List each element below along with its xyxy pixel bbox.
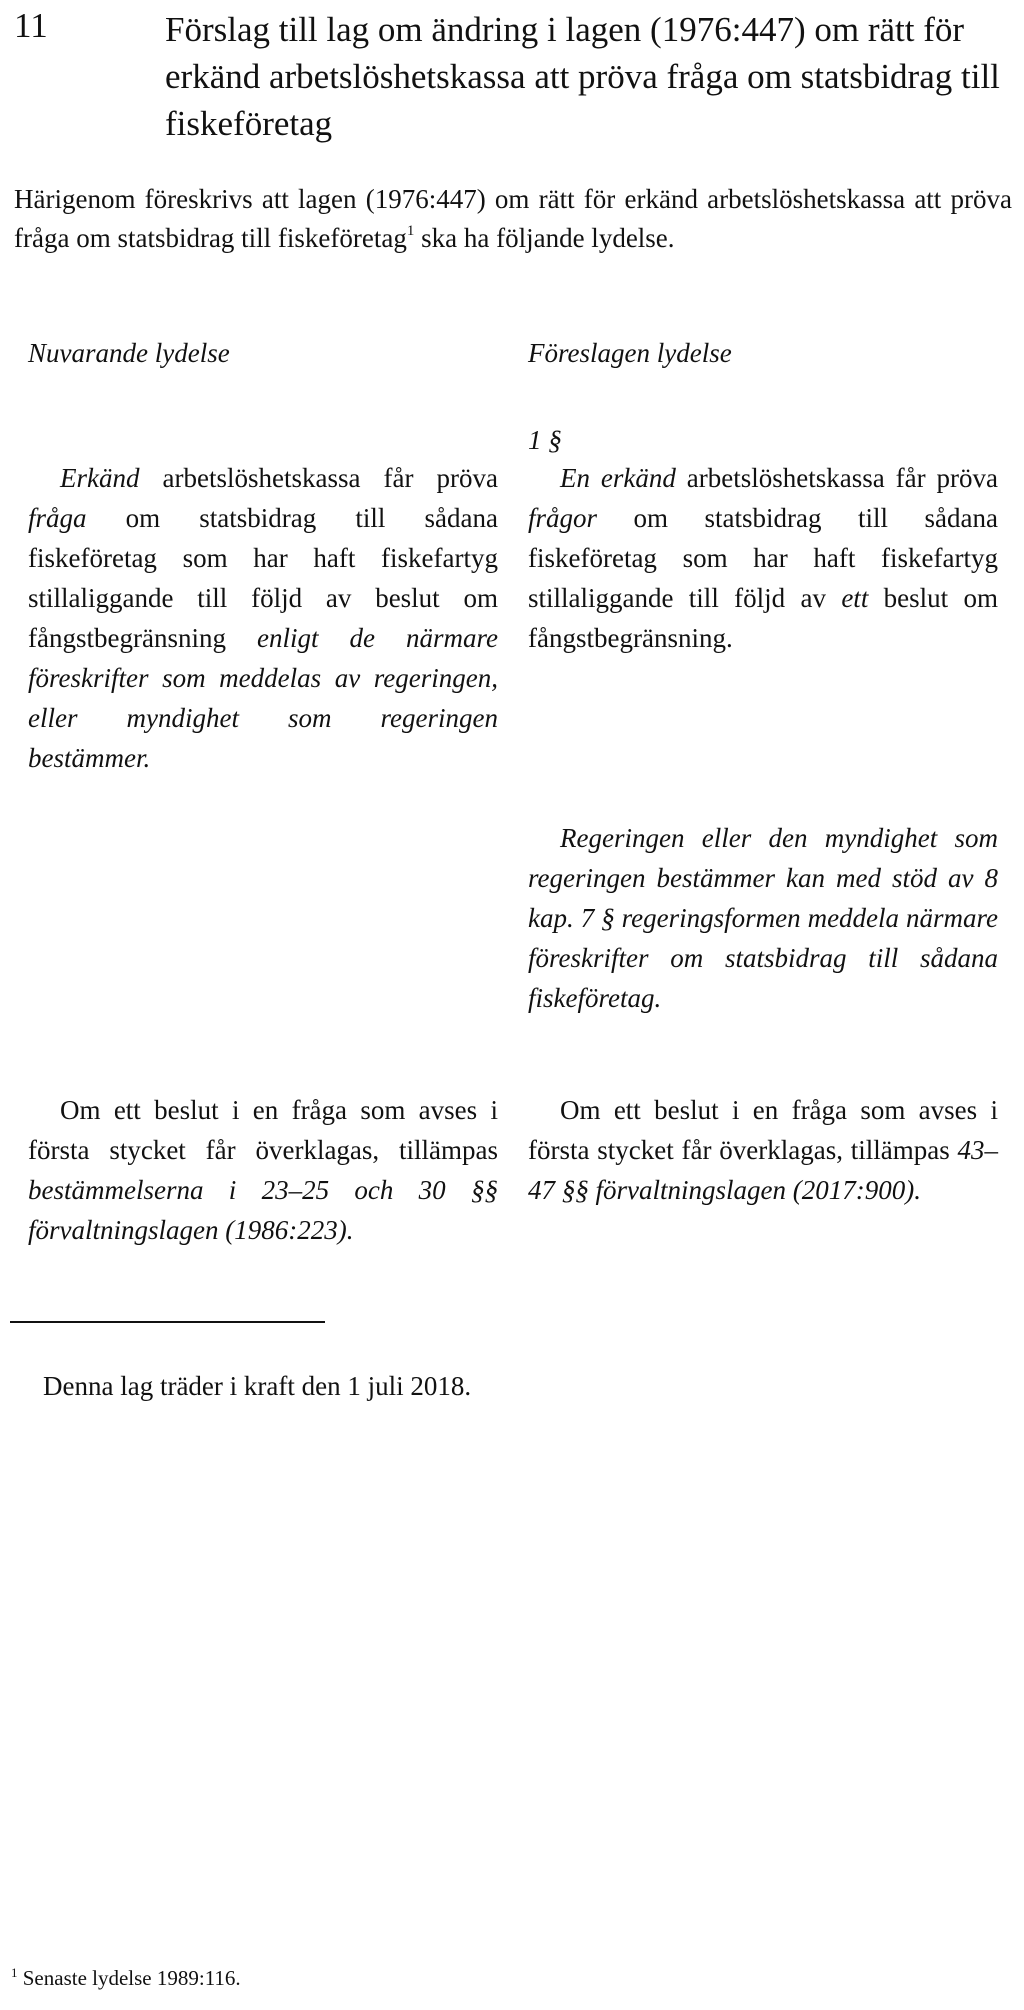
current-p2-b: bestämmelserna i 23–25 och 30 §§ förvaltningslagen (1986:223). <box>28 1175 498 1245</box>
paragraph-label: 1 § <box>528 425 562 455</box>
proposed-p1-e: ett <box>841 583 869 613</box>
current-paragraph-2 <box>28 1090 498 1250</box>
footnote-marker: 1 <box>11 1965 18 1980</box>
current-p1-a: Erkänd <box>60 463 140 493</box>
footnote-divider <box>10 1321 325 1323</box>
intro-paragraph <box>14 180 1012 258</box>
footnote-reference: 1 <box>406 223 415 239</box>
proposed-paragraph-3 <box>528 1090 998 1210</box>
intro-text: Härigenom föreskrivs att lagen (1976:447) om rätt för erkänd arbetslöshetskassa att pröva fråga om statsbidrag till fiskeföretag <box>14 184 1012 253</box>
proposed-p1-d: om statsbidrag till sådana fiskeföretag som har haft fiskefartyg stillaliggande till följd av <box>528 503 998 613</box>
intro-text-end: ska ha följande lydelse. <box>414 223 675 253</box>
section-number: 11 <box>14 6 48 45</box>
entry-into-force: Denna lag träder i kraft den 1 juli 2018. <box>43 1371 472 1401</box>
proposed-p1-a: En erkänd <box>560 463 676 493</box>
current-p1-e: enligt de närmare föreskrifter som meddelas av regeringen, eller myndighet som regeringen bestämmer. <box>28 623 499 773</box>
proposed-p3-b: 43–47 §§ förvaltningslagen (2017:900). <box>528 1135 998 1205</box>
page-title: Förslag till lag om ändring i lagen (1976:447) om rätt för erkänd arbetslöshetskassa att pröva fråga om statsbidrag till fiskeföretag <box>165 10 1000 143</box>
current-paragraph-1 <box>28 458 498 778</box>
proposed-p1-b: arbetslöshetskassa får pröva <box>675 463 998 493</box>
proposed-paragraph-2 <box>528 818 998 1018</box>
footnote <box>11 1966 241 1991</box>
current-p1-c: fråga <box>28 503 87 533</box>
current-p1-d: om statsbidrag till sådana fiskeföretag som har haft fiskefartyg stillaliggande till följd av beslut om fångstbegränsning <box>28 503 498 653</box>
proposed-p2: Regeringen eller den myndighet som regeringen bestämmer kan med stöd av 8 kap. 7 § regeringsformen meddela närmare föreskrifter om statsbidrag till sådana fiskeföretag. <box>528 823 998 1013</box>
proposed-p1-c: frågor <box>528 503 598 533</box>
current-wording-heading: Nuvarande lydelse <box>28 338 230 368</box>
current-p1-b: arbetslöshetskassa får pröva <box>139 463 498 493</box>
footnote-text: Senaste lydelse 1989:116. <box>22 1966 241 1990</box>
proposed-paragraph-1 <box>528 458 998 658</box>
current-p2-a: Om ett beslut i en fråga som avses i första stycket får överklagas, tillämpas <box>28 1095 498 1165</box>
proposed-p3-a: Om ett beslut i en fråga som avses i första stycket får överklagas, tillämpas <box>528 1095 998 1165</box>
proposed-p1-f: beslut om fångstbegränsning. <box>528 583 999 653</box>
proposed-wording-heading: Föreslagen lydelse <box>528 338 732 368</box>
